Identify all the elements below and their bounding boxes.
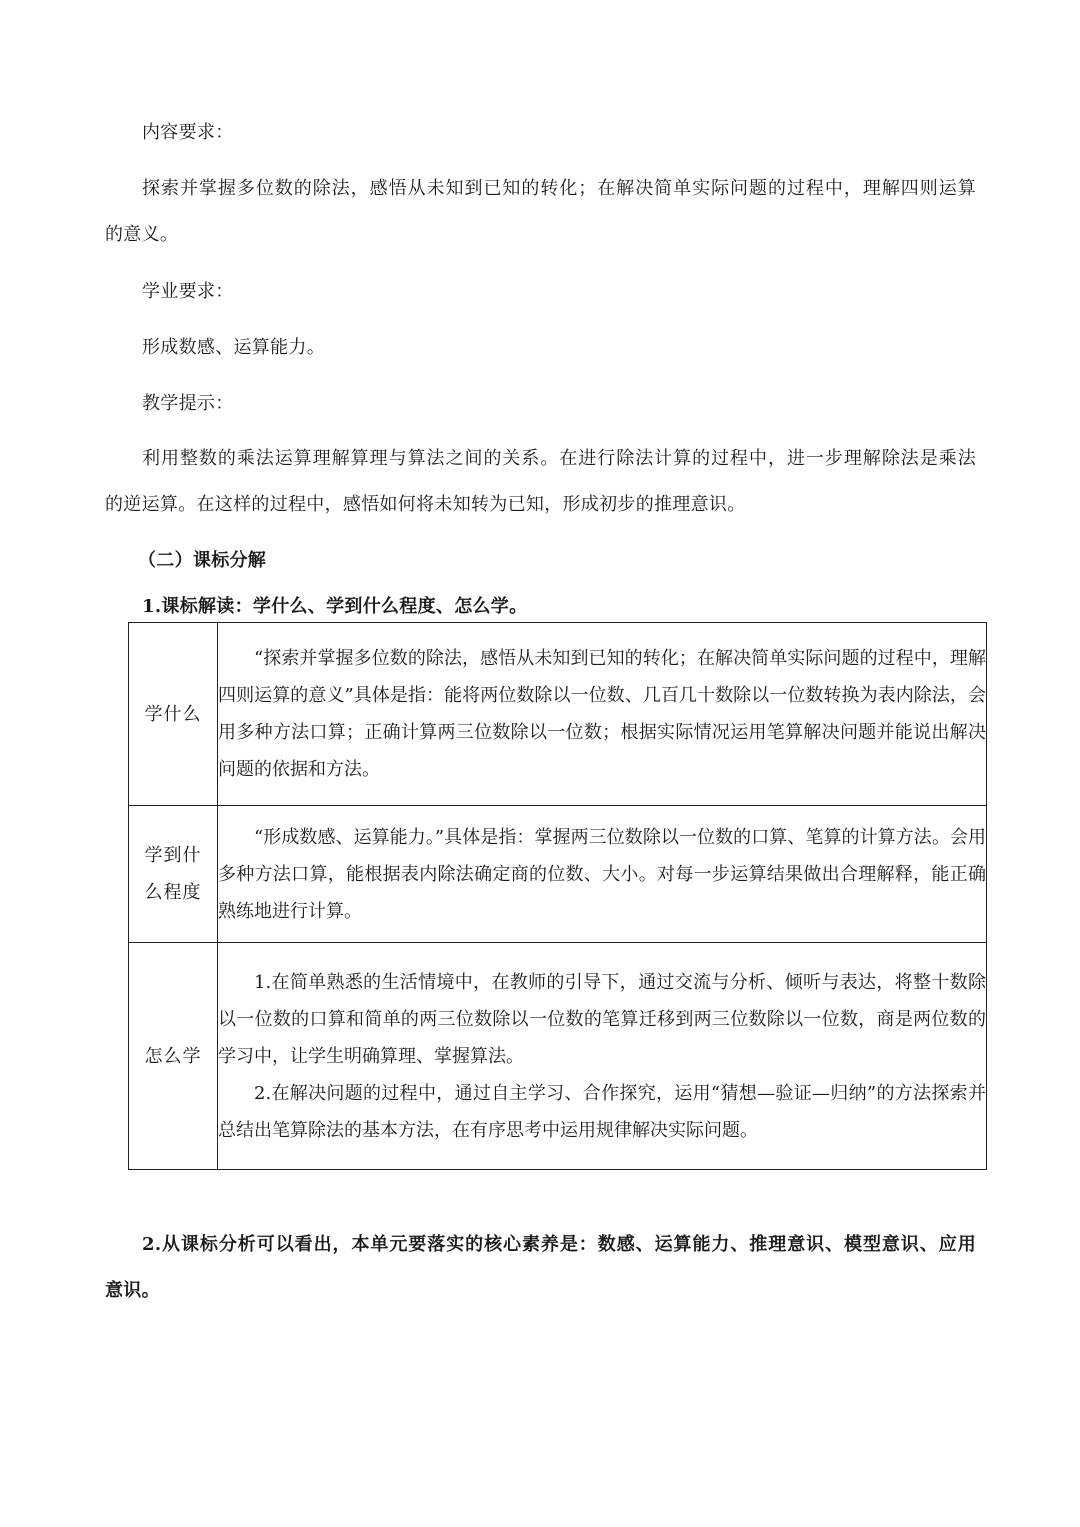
row-paragraph: 1.在简单熟悉的生活情境中，在教师的引导下，通过交流与分析、倾听与表达，将整十数除以一位数的口算和简单的两三位数除以一位数的笔算迁移到两三位数除以一位数，商是两位数的学习中，让学生明确算理、掌握算法。 bbox=[218, 971, 986, 1067]
curriculum-standard-table bbox=[128, 622, 987, 1170]
academic-requirement-body: 形成数感、运算能力。 bbox=[142, 337, 325, 358]
row-paragraph: “形成数感、运算能力。”具体是指：掌握两三位数除以一位数的口算、笔算的计算方法。会用多种方法口算，能根据表内除法确定商的位数、大小。对每一步运算结果做出合理解释，能正确熟练地进行计算。 bbox=[218, 826, 986, 922]
content-requirement-body-line1: 探索并掌握多位数的除法，感悟从未知到已知的转化；在解决简单实际问题的过程中，理解四则运算 bbox=[142, 178, 976, 199]
content-requirement-body-line2: 的意义。 bbox=[105, 224, 179, 245]
item2-line2: 意识。 bbox=[105, 1280, 160, 1301]
row-label-extent-line2: 么程度 bbox=[144, 882, 202, 903]
row-label-how: 怎么学 bbox=[129, 943, 218, 1170]
row-paragraph: “探索并掌握多位数的除法，感悟从未知到已知的转化；在解决简单实际问题的过程中，理解四则运算的意义”具体是指：能将两位数除以一位数、几百几十数除以一位数转换为表内除法，会用多种方法口算；正确计算两三位数除以一位数；根据实际情况运用笔算解决问题并能说出解决问题的依据和方法。 bbox=[218, 648, 986, 780]
academic-requirement-heading: 学业要求： bbox=[142, 281, 234, 302]
content-requirement-heading: 内容要求： bbox=[142, 122, 234, 143]
row-label-extent bbox=[129, 806, 218, 943]
table-row bbox=[129, 806, 987, 943]
teaching-tips-body-line2: 的逆运算。在这样的过程中，感悟如何将未知转为已知，形成初步的推理意识。 bbox=[105, 494, 746, 515]
row-paragraph: 2.在解决问题的过程中，通过自主学习、合作探究，运用“猜想—验证—归纳”的方法探索并总结出笔算除法的基本方法，在有序思考中运用规律解决实际问题。 bbox=[218, 1082, 986, 1141]
item1-title: 1.课标解读：学什么、学到什么程度、怎么学。 bbox=[142, 596, 528, 617]
row-content-what bbox=[218, 623, 987, 806]
table-row bbox=[129, 623, 987, 806]
row-label-what: 学什么 bbox=[129, 623, 218, 806]
table-row bbox=[129, 943, 987, 1170]
section-title: （二）课标分解 bbox=[138, 550, 267, 571]
row-content-how bbox=[218, 943, 987, 1170]
teaching-tips-heading: 教学提示： bbox=[142, 393, 234, 414]
item2-line1: 2.从课标分析可以看出，本单元要落实的核心素养是：数感、运算能力、推理意识、模型意识、应用 bbox=[142, 1234, 976, 1255]
row-label-extent-line1: 学到什 bbox=[144, 845, 202, 866]
row-content-extent bbox=[218, 806, 987, 943]
teaching-tips-body-line1: 利用整数的乘法运算理解算理与算法之间的关系。在进行除法计算的过程中，进一步理解除法是乘法 bbox=[142, 448, 976, 469]
